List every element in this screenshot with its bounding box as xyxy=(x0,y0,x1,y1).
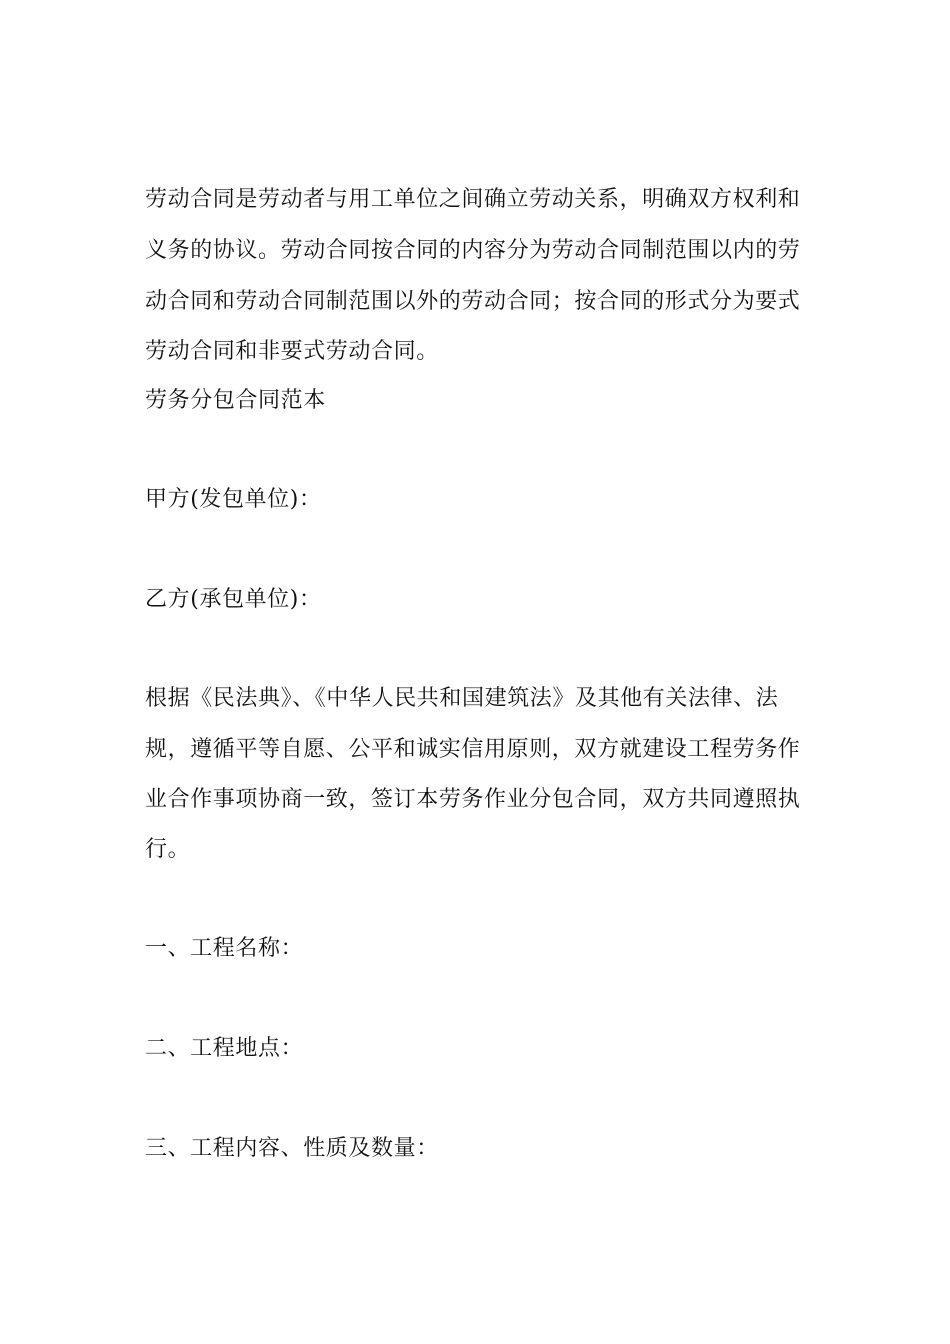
intro-line-2: 义务的协议。劳动合同按合同的内容分为劳动合同制范围以内的劳 xyxy=(145,238,801,263)
document-title: 劳务分包合同范本 xyxy=(145,388,326,413)
basis-line-4: 行。 xyxy=(145,837,191,862)
section-project-location: 二、工程地点： xyxy=(145,1036,304,1061)
section-project-content: 三、工程内容、性质及数量： xyxy=(145,1136,439,1161)
intro-line-4: 劳动合同和非要式劳动合同。 xyxy=(145,339,439,364)
party-b-label: 乙方(承包单位)： xyxy=(145,587,322,612)
party-a-label: 甲方(发包单位)： xyxy=(145,487,322,512)
intro-line-3: 动合同和劳动合同制范围以外的劳动合同；按合同的形式分为要式 xyxy=(145,289,801,314)
basis-line-1: 根据《民法典》、《中华人民共和国建筑法》及其他有关法律、法 xyxy=(145,686,779,711)
basis-line-2: 规，遵循平等自愿、公平和诚实信用原则，双方就建设工程劳务作 xyxy=(145,737,801,762)
intro-line-1: 劳动合同是劳动者与用工单位之间确立劳动关系，明确双方权利和 xyxy=(145,187,801,212)
section-project-name: 一、工程名称： xyxy=(145,936,304,961)
basis-line-3: 业合作事项协商一致，签订本劳务作业分包合同，双方共同遵照执 xyxy=(145,787,801,812)
